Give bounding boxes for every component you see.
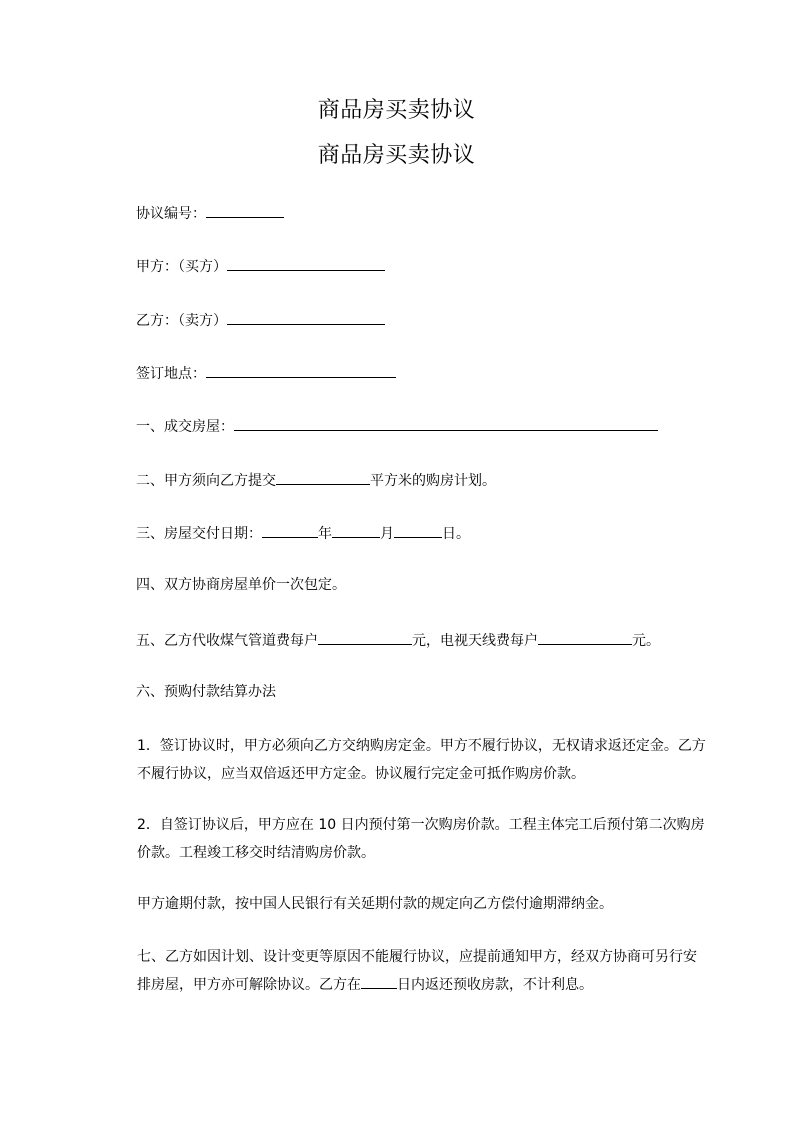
clause-1 — [136, 415, 658, 437]
clause-3 — [136, 522, 470, 544]
property-blank[interactable] — [234, 415, 658, 431]
year-label: 年 — [318, 526, 332, 542]
document-subtitle: 商品房买卖协议 — [317, 143, 476, 168]
clause-4: 四、双方协商房屋单价一次包定。 — [136, 577, 346, 593]
clause-5-mid: 元，电视天线费每户 — [412, 633, 538, 649]
party-a-blank[interactable] — [227, 255, 385, 271]
clause-5-post: 元。 — [632, 633, 660, 649]
day-blank[interactable] — [394, 522, 442, 538]
clause-6-late-payment-text: 甲方逾期付款，按中国人民银行有关延期付款的规定向乙方偿付逾期滞纳金。 — [137, 896, 613, 912]
day-label: 日。 — [442, 526, 470, 542]
clause-3-label: 三、房屋交付日期： — [136, 526, 262, 542]
clause-6-item-2-text: 2．自签订协议后，甲方应在 10 日内预付第一次购房价款。工程主体完工后预付第二次购房价款。工程竣工移交时结清购房价款。 — [137, 817, 705, 861]
month-blank[interactable] — [332, 522, 380, 538]
clause-5-pre: 五、乙方代收煤气管道费每户 — [136, 633, 318, 649]
party-a-line — [136, 255, 385, 277]
clause-6-item-2 — [104, 811, 706, 867]
party-a-label: 甲方：（买方） — [136, 259, 227, 275]
contract-number-line — [136, 202, 284, 224]
party-b-blank[interactable] — [227, 309, 385, 325]
clause-2-post: 平方米的购房计划。 — [370, 473, 496, 489]
clause-2 — [136, 469, 496, 491]
clause-5 — [136, 629, 660, 651]
clause-7-post: 日内返还预收房款，不计利息。 — [397, 977, 593, 993]
clause-6-heading: 六、预购付款结算办法 — [136, 684, 276, 700]
clause-7 — [104, 943, 706, 999]
year-blank[interactable] — [262, 522, 318, 538]
party-b-label: 乙方：（卖方） — [136, 313, 227, 329]
month-label: 月 — [380, 526, 394, 542]
refund-days-blank[interactable] — [361, 973, 397, 989]
clause-2-pre: 二、甲方须向乙方提交 — [136, 473, 276, 489]
clause-7-text — [104, 943, 706, 999]
clause-1-label: 一、成交房屋： — [136, 419, 234, 435]
sign-place-line — [136, 362, 396, 384]
gas-fee-blank[interactable] — [318, 629, 412, 645]
clause-6-late-payment — [104, 890, 706, 918]
area-blank[interactable] — [276, 469, 370, 485]
contract-number-label: 协议编号： — [136, 206, 206, 222]
party-b-line — [136, 309, 385, 331]
contract-number-blank[interactable] — [206, 202, 284, 218]
clause-7-pre: 七、乙方如因计划、设计变更等原因不能履行协议，应提前通知甲方，经双方协商可另行安排房屋，甲方亦可解除协议。乙方在 — [137, 949, 697, 993]
clause-6-item-1-text: 1．签订协议时，甲方必须向乙方交纳购房定金。甲方不履行协议，无权请求返还定金。乙方不履行协议，应当双倍返还甲方定金。协议履行完定金可抵作购房价款。 — [137, 738, 706, 782]
antenna-fee-blank[interactable] — [538, 629, 632, 645]
sign-place-blank[interactable] — [206, 362, 396, 378]
document-title: 商品房买卖协议 — [317, 98, 476, 123]
sign-place-label: 签订地点： — [136, 366, 206, 382]
clause-6-item-1 — [104, 732, 706, 788]
